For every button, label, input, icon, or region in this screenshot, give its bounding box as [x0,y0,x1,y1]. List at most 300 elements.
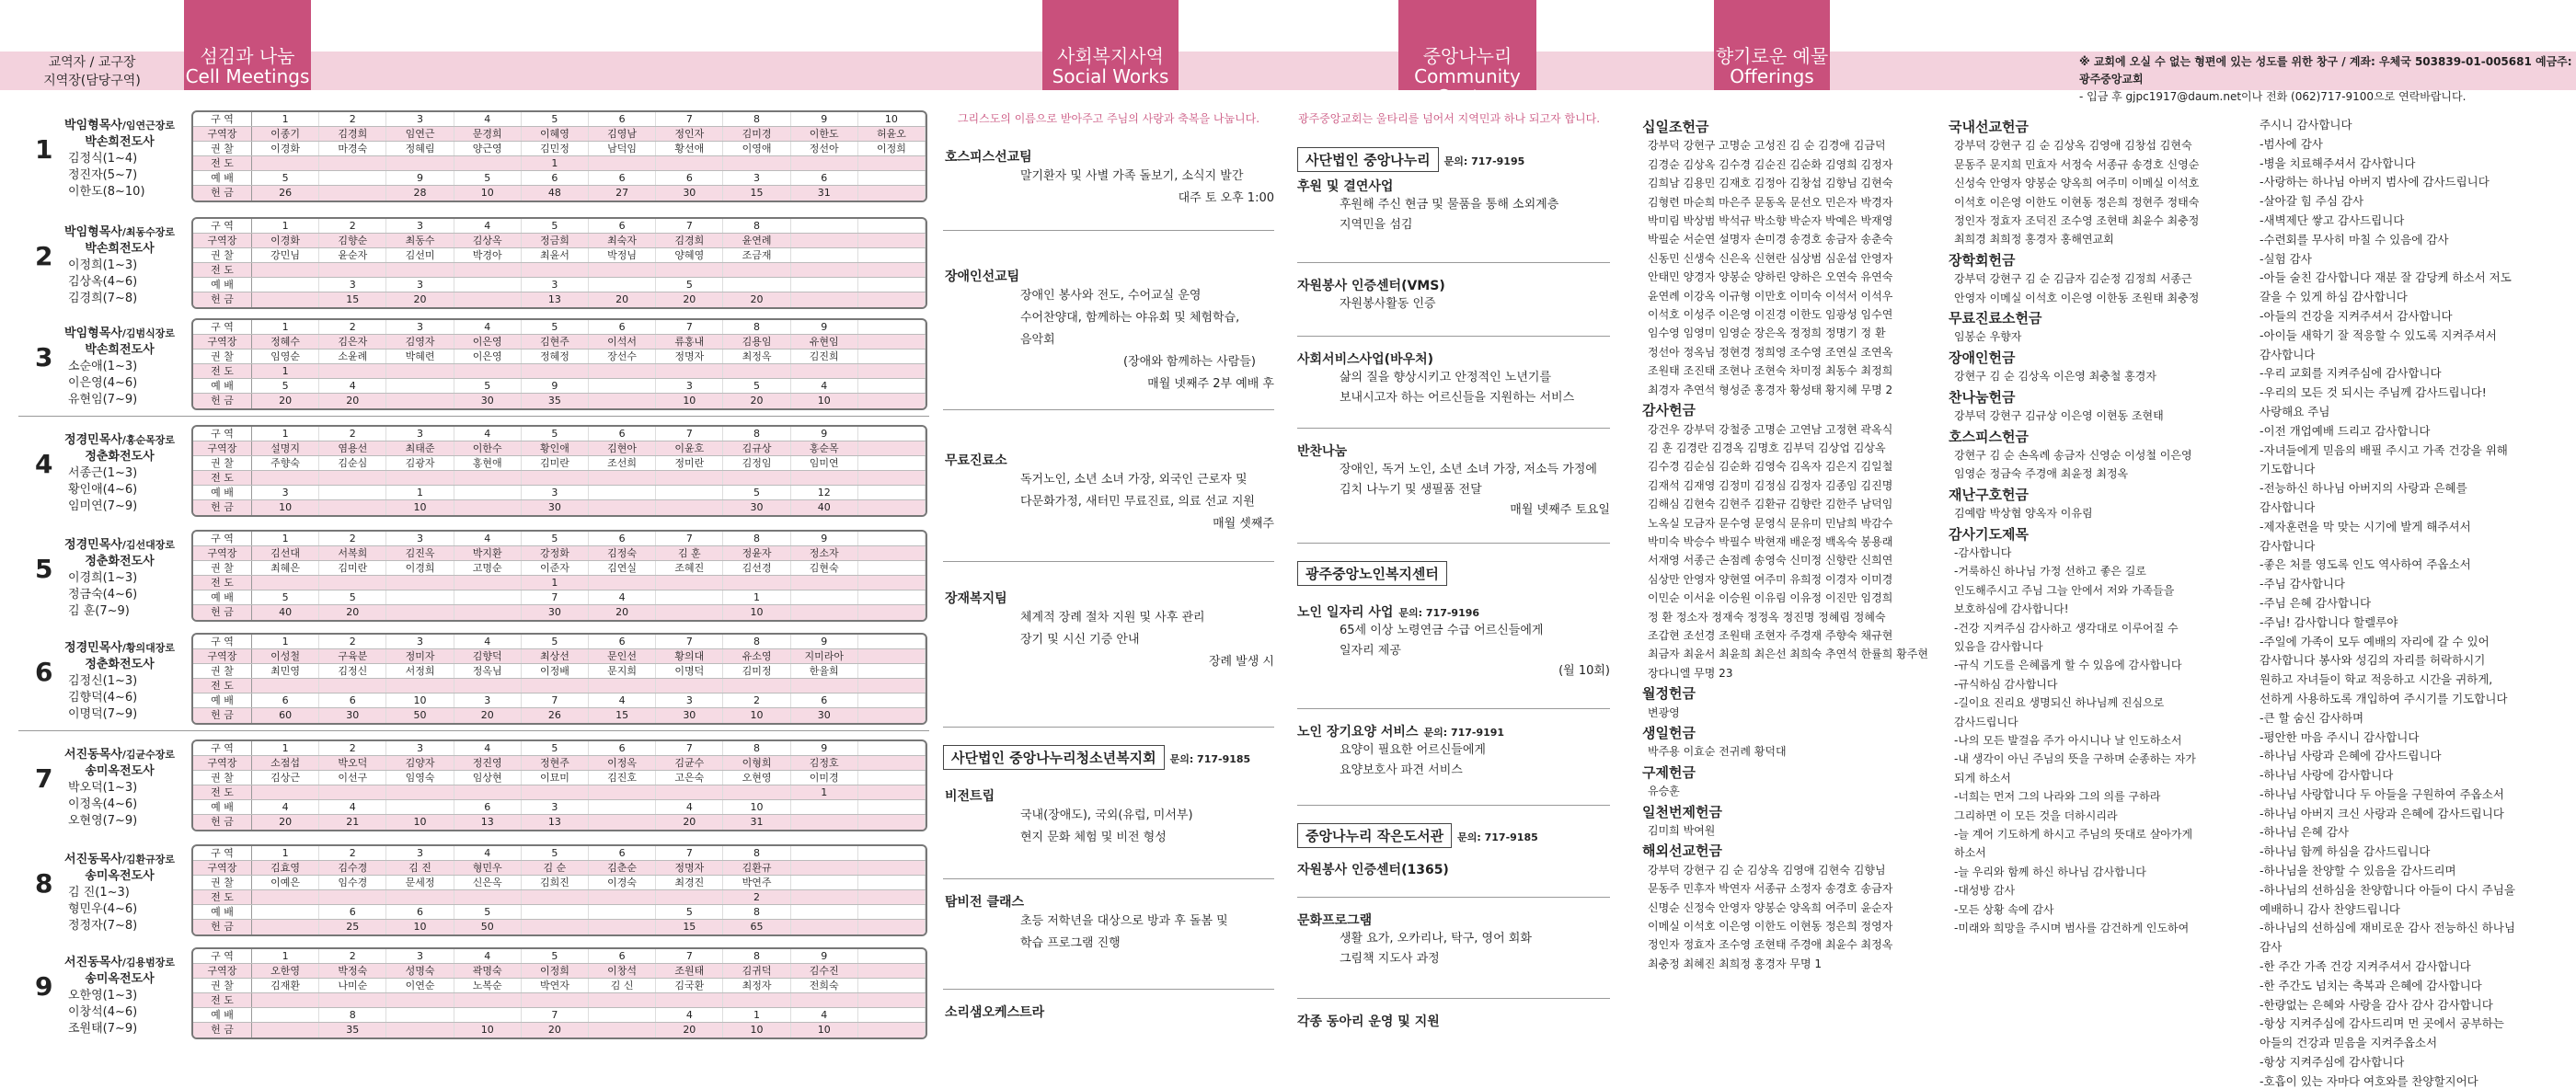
table-cell [858,186,926,201]
table-cell: 정현주 [522,756,589,770]
table-cell: 남덕임 [589,142,656,155]
table-cell: 30 [791,708,858,723]
section-divider [943,878,1274,879]
table-cell: 정진영 [454,756,522,770]
tab-ko: 향기로운 예물 [1715,45,1829,67]
row-label: 전 도 [193,679,252,693]
prayer-line: -자녀들에게 믿음의 배필 주시고 가족 건강을 위해 [2260,442,2508,457]
table-cell [858,364,926,378]
table-cell [386,993,454,1007]
table-cell: 20 [723,394,790,408]
cell-table [191,739,927,831]
item-line: 요양보호사 파견 서비스 [1340,763,1463,777]
cell-block [0,844,929,936]
table-cell [858,979,926,992]
prayer-line: -하나님 사랑에 감사합니다 [2260,768,2394,783]
table-cell: 5 [522,427,589,441]
table-cell: 5 [522,219,589,233]
offering-line: 문동주 문지희 민효자 서정숙 서종규 송경호 신영순 [1954,157,2200,171]
cell-number: 8 [35,868,53,899]
offering-line: 신동민 신생숙 신은옥 신현란 심상범 심운섭 안영자 [1648,251,1893,265]
table-cell: 강민님 [252,248,319,262]
table-cell: 김춘순 [589,861,656,875]
tab-en: Community Center [1414,65,1521,108]
offering-line: 강부덕 강현구 김 순 김금자 김순정 김정희 서종근 [1954,272,2192,286]
table-row [193,890,926,905]
table-cell [858,394,926,408]
section-divider [1297,998,1610,999]
prayer-line: 사랑해요 주님 [2260,404,2330,418]
table-cell: 8 [723,427,790,441]
cell-table [191,844,927,936]
table-cell [454,156,522,170]
table-cell [386,576,454,590]
table-cell [454,785,522,799]
table-cell: 1 [252,949,319,963]
leader-name: 정춘화전도사 [85,658,155,671]
table-cell: 10 [791,1023,858,1037]
table-cell [858,890,926,904]
table-cell: 이종기 [252,127,319,141]
table-cell: 5 [522,635,589,648]
item-title: 반찬나눔 [1297,444,1348,459]
table-cell [522,785,589,799]
table-cell [589,156,656,170]
table-row [193,427,926,441]
community-item [1297,177,1610,235]
row-label: 구 역 [193,532,252,545]
row-label: 구역장 [193,234,252,247]
table-cell: 이미경 [791,771,858,785]
item-line: 매월 넷째주 2부 예배 후 [1147,377,1274,391]
table-cell [522,993,589,1007]
table-cell [454,292,522,307]
table-row [193,876,926,890]
table-cell [858,649,926,663]
table-cell [589,920,656,934]
table-cell [858,1008,926,1022]
table-cell: 이정희 [522,964,589,978]
item-line: 65세 이상 노령연금 수급 어르신들에게 [1340,624,1544,637]
offering-line: 김 훈 김경란 김경옥 김명호 김부덕 김상업 김상옥 [1648,441,1886,454]
table-cell: 26 [252,186,319,201]
table-cell: 5 [522,112,589,126]
table-cell: 김향순 [319,234,386,247]
row-label: 권 찰 [193,771,252,785]
table-cell: 6 [589,320,656,334]
table-cell: 1 [522,156,589,170]
table-cell: 35 [319,1023,386,1037]
table-cell: 이정옥 [589,756,656,770]
table-cell [589,815,656,830]
prayer-line: -항상 지켜주심에 감사합니다 [2260,1055,2405,1070]
table-cell: 조원태 [656,964,723,978]
prayer-line: -실험 감사 [2260,251,2312,266]
cell-table [191,947,927,1039]
item-title: 장애인선교팀 [945,269,1020,284]
item-line: 김치 나누기 및 생필품 전달 [1340,483,1482,497]
table-cell: 2 [319,112,386,126]
table-cell [386,590,454,604]
item-line: 음악회 [1020,333,1055,347]
table-cell: 1 [386,486,454,499]
table-cell: 8 [723,846,790,860]
cell-block [0,425,929,517]
offering-line: 강건우 강부덕 강철중 고명순 고연남 고정현 곽옥식 [1648,422,1893,436]
table-cell [589,394,656,408]
item-title: 후원 및 결연사업 [1297,179,1394,194]
table-cell [858,278,926,292]
cell-staff [55,118,184,201]
table-cell: 문경희 [454,127,522,141]
table-cell [319,890,386,904]
prayer-line: -하나님 은혜 감사 [2260,825,2349,840]
table-cell: 3 [522,800,589,814]
offering-line: 강부덕 강현구 고명순 고성진 김 순 김경애 김금덕 [1648,139,1886,153]
offering-line: 신성숙 안영자 양봉순 양옥희 여주미 이메실 이석호 [1954,177,2200,190]
table-cell: 8 [723,741,790,755]
table-cell: 정명자 [656,350,723,363]
table-cell: 박경아 [454,248,522,262]
table-cell: 9 [791,949,858,963]
community-item [1297,350,1610,408]
table-cell: 10 [791,394,858,408]
table-cell: 2 [319,949,386,963]
table-cell: 정소자 [791,546,858,560]
table-cell: 6 [252,694,319,707]
cell-number: 2 [35,241,53,271]
district-member: 이한도(8~10) [68,185,145,199]
table-row [193,320,926,335]
row-label: 전 도 [193,364,252,378]
table-cell [858,234,926,247]
table-cell: 10 [656,394,723,408]
table-cell: 이경숙 [589,876,656,889]
table-cell: 5 [454,905,522,919]
table-cell [858,846,926,860]
item-line: (장애와 함께하는 사람들) [1123,355,1256,369]
table-cell [791,920,858,934]
item-line: 독거노인, 소년 소녀 가장, 외국인 근로자 및 [1020,473,1248,487]
table-cell [386,471,454,485]
offering-line: 최충정 최혜진 최희정 홍경자 무명 1 [1648,957,1822,970]
table-cell: 정혜수 [252,335,319,349]
prayer-line: -우리의 모든 것 되시는 주님께 감사드립니다! [2260,385,2487,400]
table-cell: 유소영 [723,649,790,663]
table-cell: 임영순 [252,350,319,363]
table-cell [858,441,926,455]
tab-cell-meetings [184,0,311,90]
cell-block [0,530,929,622]
table-cell: 2 [319,427,386,441]
item-line: 요양이 필요한 어르신들에게 [1340,743,1486,757]
offerings-column-1 [1642,116,1946,973]
table-cell: 20 [522,1023,589,1037]
leader-name: 송미옥전도사 [85,972,155,986]
table-cell: 50 [386,708,454,723]
item-title: 노인 장기요양 서비스 문의: 717-9191 [1297,725,1505,739]
prayer-line: -우리 교회를 지켜주심에 감사합니다 [2260,366,2442,381]
table-cell [589,800,656,814]
offering-line: 이석호 이성주 이은영 이진경 이한도 임광성 임수연 [1648,308,1893,322]
table-cell [522,920,589,934]
table-cell: 김선경 [723,561,790,575]
table-cell [454,471,522,485]
row-label: 구역장 [193,861,252,875]
offering-line: 박미숙 박승수 박필수 박현재 배운정 백옥숙 봉용래 [1648,534,1893,548]
table-cell [252,905,319,919]
tab-ko: 사회복지사역 [1057,45,1164,67]
row-label: 헌 금 [193,1023,252,1037]
offering-line: 되게 하소서 [1954,771,2011,785]
table-cell [454,278,522,292]
item-line: 그림책 지도사 과정 [1340,952,1440,966]
table-cell: 이준자 [522,561,589,575]
table-cell: 1 [723,590,790,604]
table-cell [791,576,858,590]
offering-line: 이메실 이석호 이은영 이한도 이현동 정은희 정영자 [1648,920,1893,934]
item-line: 현지 문화 체험 및 비전 형성 [1020,831,1167,844]
table-cell: 3 [386,278,454,292]
table-cell [858,350,926,363]
table-cell: 박혜련 [386,350,454,363]
table-cell: 정명자 [656,861,723,875]
prayer-line: -주님 감사합니다 [2260,577,2346,591]
table-row [193,112,926,127]
row-label: 권 찰 [193,876,252,889]
table-cell: 5 [522,949,589,963]
table-cell [252,263,319,277]
prayer-line: 예배하니 감사 찬양드립니다 [2260,901,2400,916]
row-label: 권 찰 [193,350,252,363]
offering-line: 박미림 박상범 박석규 박소향 박순자 박예은 박재영 [1648,214,1893,228]
table-cell: 이경희 [386,561,454,575]
table-row [193,590,926,605]
row-label: 구역장 [193,441,252,455]
table-cell: 5 [319,590,386,604]
district-header [0,52,184,90]
row-label: 권 찰 [193,456,252,470]
table-cell: 장선수 [589,350,656,363]
table-cell: 8 [723,532,790,545]
row-label: 예 배 [193,905,252,919]
row-label: 구역장 [193,335,252,349]
table-cell: 김광자 [386,456,454,470]
prayer-line: -한 주간도 넘치는 축복과 은혜에 감사합니다 [2260,978,2482,992]
table-cell [252,993,319,1007]
district-member: 소순애(1~3) [68,360,138,373]
section-divider [943,727,1274,728]
table-cell [858,708,926,723]
offering-line: 노옥실 모금자 문수영 문영식 문유미 민남희 박감수 [1648,516,1893,530]
table-cell [858,248,926,262]
table-cell: 이경화 [252,234,319,247]
table-cell: 20 [252,394,319,408]
table-cell: 7 [656,112,723,126]
table-cell [723,993,790,1007]
offering-line: 유승훈 [1648,785,1680,798]
table-cell: 3 [386,741,454,755]
table-cell: 최상선 [522,649,589,663]
table-row [193,949,926,964]
cell-staff [55,432,184,515]
offering-line: 김예람 박상협 양옥자 이유림 [1954,507,2093,521]
table-cell [791,263,858,277]
cell-table [191,110,927,202]
table-row [193,248,926,263]
table-cell: 13 [454,815,522,830]
table-cell: 양근영 [454,142,522,155]
table-cell: 이정배 [522,664,589,678]
table-cell: 9 [522,379,589,393]
table-cell [723,156,790,170]
table-cell: 3 [386,320,454,334]
table-cell: 김 진 [386,861,454,875]
table-cell: 10 [723,605,790,620]
table-cell: 임영숙 [386,771,454,785]
table-cell: 황의대 [656,649,723,663]
cell-block [0,739,929,831]
table-cell: 20 [656,292,723,307]
table-cell: 조금재 [723,248,790,262]
item-line: 장애인 봉사와 전도, 수어교실 운영 [1020,289,1202,303]
table-cell: 6 [589,427,656,441]
table-cell: 김경희 [319,127,386,141]
row-label: 헌 금 [193,186,252,201]
offerings-column-2 [1949,116,2252,937]
item-line: 장기 및 시신 기증 안내 [1020,633,1140,647]
offering-category: 장애인헌금 [1949,349,2016,366]
prayer-line: -주님! 감사합니다 할렐루야 [2260,614,2398,629]
org-header [1297,823,1610,848]
section-divider [1297,543,1610,544]
table-cell: 10 [386,920,454,934]
community-item [1297,911,1610,969]
table-cell [319,156,386,170]
cell-staff [55,640,184,723]
table-cell: 정미자 [386,649,454,663]
row-label: 전 도 [193,576,252,590]
table-cell: 9 [386,171,454,185]
offerings-column-3 [2254,116,2571,1089]
table-cell [252,1008,319,1022]
item-title: 무료진료소 [945,453,1007,468]
table-cell [522,263,589,277]
table-cell: 8 [723,320,790,334]
offering-line: 문동주 민후자 박연자 서종규 소정자 송경호 송금자 [1648,882,1893,896]
table-cell: 김연실 [589,561,656,575]
table-cell: 유현임 [791,335,858,349]
item-line: 다문화가정, 새터민 무료진료, 의료 선교 지원 [1020,495,1255,509]
offering-line: 김형련 마순희 마은주 문동옥 문선오 민은자 박경자 [1648,195,1893,209]
district-member: 박오덕(1~3) [68,781,138,795]
pastor-name: 박임형목사/최동수장로 [64,225,175,239]
table-cell: 20 [252,815,319,830]
table-cell: 한율희 [791,664,858,678]
leader-name: 송미옥전도사 [85,764,155,778]
table-cell [858,605,926,620]
table-cell: 3 [386,219,454,233]
table-cell [723,576,790,590]
table-cell: 이창석 [589,964,656,978]
item-title: 탐비전 클래스 [945,895,1025,910]
table-cell [858,532,926,545]
table-cell [723,364,790,378]
tab-en: Offerings [1730,65,1814,87]
table-cell: 35 [522,394,589,408]
offering-line: 강부덕 강현구 김 순 김상옥 김영애 김창섭 김현숙 [1954,139,2192,153]
offering-category: 생일헌금 [1642,725,1696,741]
table-cell: 곽명숙 [454,964,522,978]
table-row [193,800,926,815]
table-cell: 이명덕 [656,664,723,678]
table-cell: 김귀덕 [723,964,790,978]
table-cell: 황선애 [656,142,723,155]
prayer-line: -좋은 처를 영도록 인도 역사하여 주옵소서 [2260,557,2471,572]
offering-line: 하소서 [1954,846,1986,860]
table-cell [858,741,926,755]
row-label: 전 도 [193,993,252,1007]
table-cell [858,335,926,349]
table-cell [589,364,656,378]
cell-number: 9 [35,971,53,1002]
table-cell: 김 신 [589,979,656,992]
table-cell: 20 [454,708,522,723]
table-cell: 주향숙 [252,456,319,470]
table-cell [319,471,386,485]
table-cell [252,890,319,904]
item-title: 소리샘오케스트라 [945,1005,1045,1020]
offering-category: 찬나눔헌금 [1949,388,2016,406]
table-cell: 3 [386,532,454,545]
table-cell: 6 [791,694,858,707]
table-row [193,708,926,723]
prayer-line: 주시니 감사합니다 [2260,118,2352,132]
section-divider [1297,262,1610,263]
section-divider [943,989,1274,990]
pastor-name: 서진동목사/김환규장로 [64,853,175,866]
prayer-line: -병을 치료해주셔서 감사합니다 [2260,155,2416,170]
table-cell: 8 [723,905,790,919]
table-cell: 8 [723,949,790,963]
offering-line: 최희경 최희정 홍경자 홍해연교회 [1954,233,2114,246]
cell-staff [55,955,184,1037]
table-cell: 6 [589,532,656,545]
section-divider [1297,897,1610,898]
table-cell: 40 [252,605,319,620]
district-member: 서종근(1~3) [68,466,138,480]
table-cell: 고명순 [454,561,522,575]
pastor-name: 박임형목사/임연근장로 [64,119,175,132]
cell-staff [55,747,184,830]
table-cell: 박정숙 [319,964,386,978]
cell-number: 1 [35,134,53,165]
district-member: 이은영(4~6) [68,376,138,390]
cell-staff [55,537,184,620]
table-row [193,964,926,979]
table-cell [791,605,858,620]
table-cell: 임수경 [319,876,386,889]
table-cell: 정혜정 [522,350,589,363]
row-label: 예 배 [193,1008,252,1022]
item-title: 자원봉사 인증센터(VMS) [1297,279,1445,293]
table-cell [386,800,454,814]
table-row [193,335,926,350]
offering-line: -내 생각이 아닌 주님의 뜻을 구하며 순종하는 자가 [1954,752,2196,766]
cell-staff [55,326,184,408]
offering-line: 있음을 감사합니다 [1954,639,2043,653]
table-row [193,156,926,171]
